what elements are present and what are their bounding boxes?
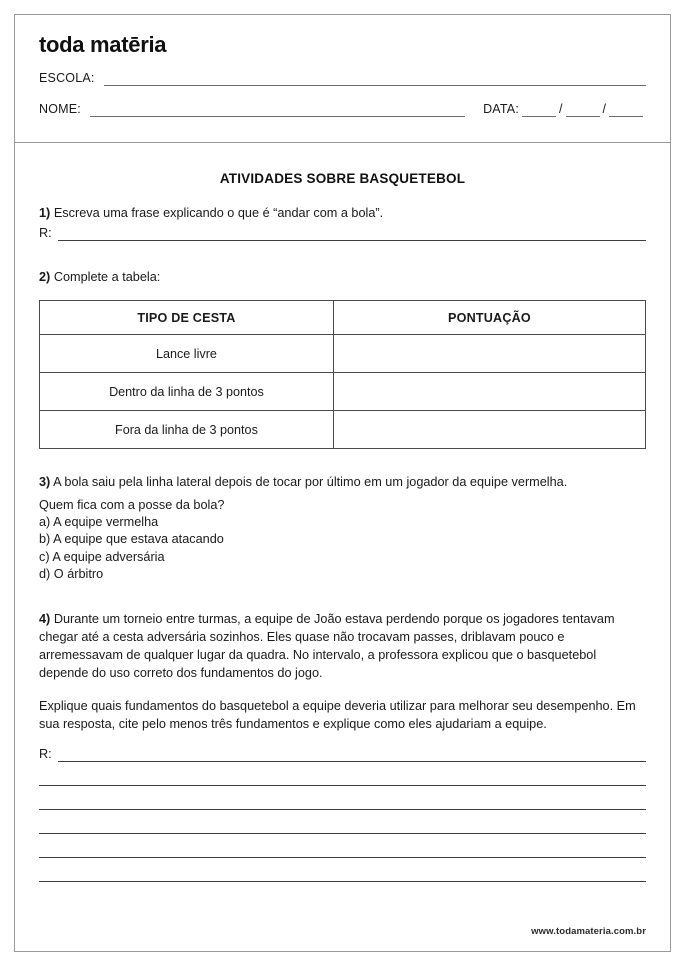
question-1	[39, 204, 646, 241]
date-separator-1: /	[559, 102, 563, 116]
question-4-blank-line[interactable]	[39, 881, 646, 882]
question-3-number: 3)	[39, 475, 51, 490]
table-header-row	[40, 301, 646, 335]
question-4-answer-line	[39, 747, 646, 762]
brand-logo: toda matēria	[39, 32, 167, 57]
date-separator-2: /	[602, 102, 606, 116]
table-row	[40, 411, 646, 449]
date-label: DATA:	[483, 102, 520, 116]
question-2-number: 2)	[39, 270, 51, 285]
question-3-text	[39, 473, 646, 491]
question-1-answer-line	[39, 226, 646, 241]
table-cell-type: Dentro da linha de 3 pontos	[40, 373, 334, 411]
question-4-paragraph-1	[39, 610, 646, 682]
table-row	[40, 335, 646, 373]
table-header-points: PONTUAÇÃO	[333, 301, 645, 335]
question-4	[39, 610, 646, 882]
score-table	[39, 300, 646, 449]
question-3-option-a[interactable]: a) A equipe vermelha	[39, 515, 159, 530]
table-cell-type: Fora da linha de 3 pontos	[40, 411, 334, 449]
question-2	[39, 268, 646, 449]
question-4-blank-line[interactable]	[39, 785, 646, 786]
worksheet-header	[15, 15, 670, 143]
table-header-type: TIPO DE CESTA	[40, 301, 334, 335]
worksheet-page	[14, 14, 671, 952]
question-4-paragraph-2: Explique quais fundamentos do basquetebol a equipe deveria utilizar para melhorar seu desempenho. Em sua resposta, cite pelo menos três fundamentos e explique como eles ajudariam a equipe.	[39, 699, 636, 732]
school-field-row	[39, 71, 646, 86]
question-4-blank-line[interactable]	[39, 809, 646, 810]
date-field-group	[483, 102, 646, 117]
question-1-body: Escreva uma frase explicando o que é “andar com a bola”.	[53, 206, 384, 220]
table-cell-points[interactable]	[333, 373, 645, 411]
question-3-sub: Quem fica com a posse da bola?	[39, 498, 225, 513]
question-4-number: 4)	[39, 612, 51, 627]
question-4-body-1: Durante um torneio entre turmas, a equipe de João estava perdendo porque os jogadores tentavam chegar até a cesta adversária sozinhos. Eles quase não trocavam passes, driblavam pouco e arremessavam de qualquer lugar da quadra. No intervalo, a professora explicou que o basquetebol depende do uso correto dos fundamentos do jogo.	[39, 612, 615, 681]
date-month-rule[interactable]	[566, 105, 600, 117]
question-1-answer-rule[interactable]	[58, 227, 646, 241]
question-3-option-d[interactable]: d) O árbitro	[39, 566, 104, 581]
question-4-blank-line[interactable]	[39, 833, 646, 834]
question-3	[39, 473, 646, 583]
school-input-rule[interactable]	[104, 74, 646, 86]
question-3-option-b[interactable]: b) A equipe que estava atacando	[39, 532, 224, 547]
question-4-answer-area	[39, 747, 646, 882]
question-3-option-c[interactable]: c) A equipe adversária	[39, 549, 165, 564]
table-cell-type: Lance livre	[40, 335, 334, 373]
table-row	[40, 373, 646, 411]
name-field-row	[39, 102, 646, 117]
date-day-rule[interactable]	[522, 105, 556, 117]
answer-prefix-1: R:	[39, 226, 52, 241]
question-3-body: A bola saiu pela linha lateral depois de tocar por último em um jogador da equipe vermelha.	[53, 475, 568, 490]
answer-prefix-4: R:	[39, 747, 52, 762]
worksheet-content	[15, 171, 670, 882]
page-title: ATIVIDADES SOBRE BASQUETEBOL	[219, 171, 466, 186]
question-4-answer-rule[interactable]	[58, 748, 646, 762]
question-1-text	[39, 204, 646, 222]
date-year-rule[interactable]	[609, 105, 643, 117]
footer-url: www.todamateria.com.br	[531, 926, 646, 937]
name-input-rule[interactable]	[90, 105, 465, 117]
question-1-number: 1)	[39, 206, 51, 220]
table-cell-points[interactable]	[333, 335, 645, 373]
table-cell-points[interactable]	[333, 411, 645, 449]
name-label: NOME:	[39, 102, 81, 116]
question-4-blank-line[interactable]	[39, 857, 646, 858]
question-2-body: Complete a tabela:	[53, 270, 161, 285]
school-label: ESCOLA:	[39, 71, 95, 85]
question-2-text	[39, 268, 646, 286]
